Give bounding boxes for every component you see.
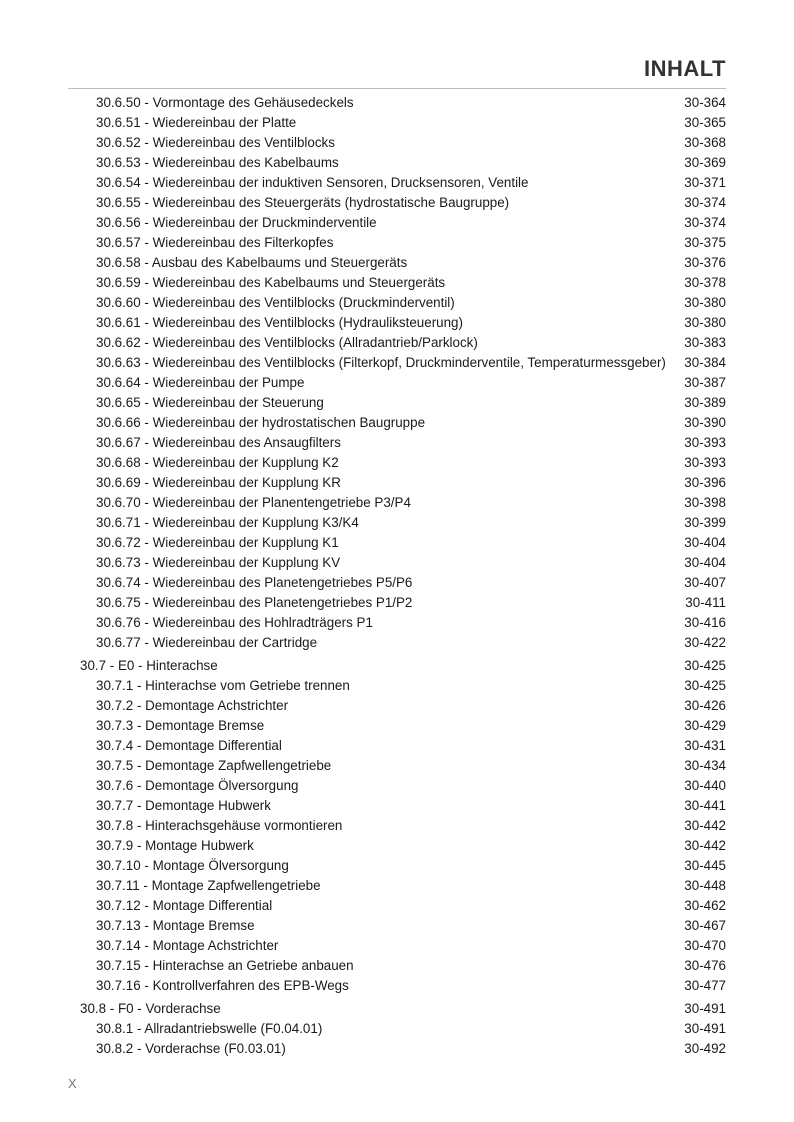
toc-entry-page: 30-390 — [684, 415, 726, 430]
toc-entry-page: 30-467 — [684, 918, 726, 933]
toc-entry[interactable] — [80, 333, 726, 353]
toc-entry[interactable] — [80, 836, 726, 856]
toc-entry-title: 30.6.61 - Wiedereinbau des Ventilblocks (Hydrauliksteuerung) — [96, 315, 463, 330]
toc-entry[interactable] — [80, 676, 726, 696]
toc-entry-page: 30-422 — [684, 635, 726, 650]
toc-entry-title: 30.6.68 - Wiedereinbau der Kupplung K2 — [96, 455, 339, 470]
toc-entry-page: 30-404 — [684, 555, 726, 570]
toc-entry-page: 30-425 — [684, 678, 726, 693]
header-divider — [68, 88, 726, 89]
toc-entry-page: 30-378 — [684, 275, 726, 290]
toc-entry-page: 30-429 — [684, 718, 726, 733]
toc-entry[interactable] — [80, 613, 726, 633]
toc-entry-title: 30.6.74 - Wiedereinbau des Planetengetriebes P5/P6 — [96, 575, 413, 590]
toc-entry-title: 30.6.58 - Ausbau des Kabelbaums und Steuergeräts — [96, 255, 408, 270]
toc-entry[interactable] — [80, 193, 726, 213]
toc-entry-title: 30.7.14 - Montage Achstrichter — [96, 938, 279, 953]
toc-entry-page: 30-398 — [684, 495, 726, 510]
toc-entry-title: 30.6.51 - Wiedereinbau der Platte — [96, 115, 297, 130]
toc-entry[interactable] — [80, 473, 726, 493]
toc-entry[interactable] — [80, 816, 726, 836]
toc-entry-page: 30-369 — [684, 155, 726, 170]
toc-entry[interactable] — [80, 796, 726, 816]
toc-entry-title: 30.7.2 - Demontage Achstrichter — [96, 698, 289, 713]
toc-entry-title: 30.6.52 - Wiedereinbau des Ventilblocks — [96, 135, 335, 150]
toc-entry-title: 30.6.72 - Wiedereinbau der Kupplung K1 — [96, 535, 339, 550]
page-number: X — [68, 1076, 77, 1091]
toc-entry-title: 30.6.60 - Wiedereinbau des Ventilblocks (Druckminderventil) — [96, 295, 455, 310]
toc-entry-page: 30-470 — [684, 938, 726, 953]
toc-entry[interactable] — [80, 133, 726, 153]
toc-entry[interactable] — [80, 373, 726, 393]
toc-entry-title: 30.8.2 - Vorderachse (F0.03.01) — [96, 1041, 286, 1056]
toc-entry[interactable] — [80, 453, 726, 473]
toc-entry-page: 30-371 — [684, 175, 726, 190]
toc-entry-title: 30.6.70 - Wiedereinbau der Planentengetriebe P3/P4 — [96, 495, 411, 510]
toc-entry-page: 30-393 — [684, 435, 726, 450]
toc-entry-title: 30.7.3 - Demontage Bremse — [96, 718, 265, 733]
toc-entry-page: 30-491 — [684, 1001, 726, 1016]
toc-entry-title: 30.6.62 - Wiedereinbau des Ventilblocks (Allradantrieb/Parklock) — [96, 335, 478, 350]
toc-entry-title: 30.6.66 - Wiedereinbau der hydrostatischen Baugruppe — [96, 415, 426, 430]
toc-entry-title: 30.8.1 - Allradantriebswelle (F0.04.01) — [96, 1021, 323, 1036]
toc-entry-title: 30.7.10 - Montage Ölversorgung — [96, 858, 289, 873]
toc-entry-page: 30-445 — [684, 858, 726, 873]
toc-entry-title: 30.6.71 - Wiedereinbau der Kupplung K3/K4 — [96, 515, 359, 530]
toc-entry-page: 30-477 — [684, 978, 726, 993]
toc-entry-page: 30-374 — [684, 195, 726, 210]
toc-entry[interactable] — [80, 433, 726, 453]
toc-entry-title: 30.7.8 - Hinterachsgehäuse vormontieren — [96, 818, 343, 833]
toc-entry-title: 30.6.57 - Wiedereinbau des Filterkopfes — [96, 235, 334, 250]
toc-entry-page: 30-440 — [684, 778, 726, 793]
toc-entry-page: 30-462 — [684, 898, 726, 913]
toc-entry-title: 30.7.1 - Hinterachse vom Getriebe trennen — [96, 678, 350, 693]
toc-entry-page: 30-404 — [684, 535, 726, 550]
toc-entry[interactable] — [80, 313, 726, 333]
toc-entry-title: 30.7.7 - Demontage Hubwerk — [96, 798, 271, 813]
toc-entry-title: 30.7.13 - Montage Bremse — [96, 918, 255, 933]
toc-entry-title: 30.7.5 - Demontage Zapfwellengetriebe — [96, 758, 332, 773]
toc-entry-page: 30-383 — [684, 335, 726, 350]
toc-entry-page: 30-411 — [685, 595, 726, 610]
toc-entry-page: 30-374 — [684, 215, 726, 230]
toc-entry[interactable] — [80, 533, 726, 553]
toc-entry-title: 30.8 - F0 - Vorderachse — [80, 1001, 221, 1016]
toc-entry-page: 30-434 — [684, 758, 726, 773]
toc-entry[interactable] — [80, 293, 726, 313]
toc-entry[interactable] — [80, 93, 726, 113]
toc-entry-page: 30-416 — [684, 615, 726, 630]
toc-entry[interactable] — [80, 776, 726, 796]
toc-entry[interactable] — [80, 956, 726, 976]
toc-entry-page: 30-376 — [684, 255, 726, 270]
toc-entry-title: 30.6.75 - Wiedereinbau des Planetengetriebes P1/P2 — [96, 595, 413, 610]
toc-entry-title: 30.6.56 - Wiedereinbau der Druckminderventile — [96, 215, 377, 230]
toc-entry-title: 30.6.67 - Wiedereinbau des Ansaugfilters — [96, 435, 341, 450]
toc-entry-title: 30.6.63 - Wiedereinbau des Ventilblocks (Filterkopf, Druckminderventile, Temperaturmessgeber) — [96, 355, 666, 370]
toc-entry[interactable] — [80, 876, 726, 896]
toc-entry-page: 30-380 — [684, 295, 726, 310]
toc-entry-title: 30.6.65 - Wiedereinbau der Steuerung — [96, 395, 324, 410]
toc-entry-page: 30-375 — [684, 235, 726, 250]
toc-entry-title: 30.7.6 - Demontage Ölversorgung — [96, 778, 299, 793]
toc-entry-title: 30.7.4 - Demontage Differential — [96, 738, 282, 753]
toc-entry-page: 30-380 — [684, 315, 726, 330]
toc-entry[interactable] — [80, 756, 726, 776]
toc-entry[interactable] — [80, 153, 726, 173]
toc-entry[interactable] — [80, 896, 726, 916]
toc-entry[interactable] — [80, 553, 726, 573]
toc-entry-title: 30.6.50 - Vormontage des Gehäusedeckels — [96, 95, 354, 110]
toc-entry[interactable] — [80, 213, 726, 233]
table-of-contents — [80, 93, 726, 1059]
toc-entry-page: 30-364 — [684, 95, 726, 110]
toc-entry-title: 30.7.11 - Montage Zapfwellengetriebe — [96, 878, 321, 893]
toc-entry[interactable] — [80, 173, 726, 193]
toc-entry-title: 30.6.77 - Wiedereinbau der Cartridge — [96, 635, 318, 650]
toc-entry[interactable] — [80, 976, 726, 996]
toc-entry-page: 30-442 — [684, 838, 726, 853]
toc-entry-title: 30.7 - E0 - Hinterachse — [80, 658, 218, 673]
toc-entry-page: 30-448 — [684, 878, 726, 893]
toc-entry-page: 30-368 — [684, 135, 726, 150]
toc-entry-title: 30.7.16 - Kontrollverfahren des EPB-Wegs — [96, 978, 349, 993]
toc-entry-page: 30-407 — [684, 575, 726, 590]
toc-section-entry[interactable] — [80, 999, 726, 1019]
toc-entry-page: 30-491 — [684, 1021, 726, 1036]
toc-entry[interactable] — [80, 513, 726, 533]
toc-entry[interactable] — [80, 353, 726, 373]
toc-entry-title: 30.6.55 - Wiedereinbau des Steuergeräts (hydrostatische Baugruppe) — [96, 195, 510, 210]
toc-entry-title: 30.6.69 - Wiedereinbau der Kupplung KR — [96, 475, 341, 490]
toc-entry-title: 30.6.54 - Wiedereinbau der induktiven Sensoren, Drucksensoren, Ventile — [96, 175, 529, 190]
toc-entry-title: 30.6.64 - Wiedereinbau der Pumpe — [96, 375, 305, 390]
toc-entry-page: 30-492 — [684, 1041, 726, 1056]
toc-entry[interactable] — [80, 1039, 726, 1059]
toc-entry[interactable] — [80, 113, 726, 133]
toc-entry-title: 30.6.76 - Wiedereinbau des Hohlradträgers P1 — [96, 615, 373, 630]
toc-entry[interactable] — [80, 413, 726, 433]
toc-entry-title: 30.7.12 - Montage Differential — [96, 898, 273, 913]
toc-entry-page: 30-393 — [684, 455, 726, 470]
toc-entry-page: 30-387 — [684, 375, 726, 390]
toc-entry-page: 30-442 — [684, 818, 726, 833]
page-title: INHALT — [643, 56, 726, 81]
toc-entry[interactable] — [80, 916, 726, 936]
toc-entry-page: 30-426 — [684, 698, 726, 713]
toc-entry-title: 30.6.53 - Wiedereinbau des Kabelbaums — [96, 155, 339, 170]
toc-entry-page: 30-476 — [684, 958, 726, 973]
toc-entry-page: 30-396 — [684, 475, 726, 490]
toc-entry[interactable] — [80, 736, 726, 756]
toc-entry[interactable] — [80, 273, 726, 293]
toc-entry[interactable] — [80, 936, 726, 956]
toc-entry-page: 30-425 — [684, 658, 726, 673]
toc-entry[interactable] — [80, 1019, 726, 1039]
toc-entry[interactable] — [80, 573, 726, 593]
toc-entry[interactable] — [80, 253, 726, 273]
toc-entry[interactable] — [80, 233, 726, 253]
toc-entry[interactable] — [80, 593, 726, 613]
toc-entry[interactable] — [80, 856, 726, 876]
toc-entry-page: 30-365 — [684, 115, 726, 130]
toc-entry[interactable] — [80, 633, 726, 653]
toc-entry-title: 30.6.73 - Wiedereinbau der Kupplung KV — [96, 555, 341, 570]
toc-entry[interactable] — [80, 393, 726, 413]
toc-entry-page: 30-389 — [684, 395, 726, 410]
toc-entry[interactable] — [80, 696, 726, 716]
toc-entry[interactable] — [80, 716, 726, 736]
toc-entry-page: 30-399 — [684, 515, 726, 530]
toc-entry-title: 30.6.59 - Wiedereinbau des Kabelbaums und Steuergeräts — [96, 275, 446, 290]
toc-entry-page: 30-384 — [684, 355, 726, 370]
toc-entry-title: 30.7.15 - Hinterachse an Getriebe anbauen — [96, 958, 354, 973]
toc-section-entry[interactable] — [80, 656, 726, 676]
toc-entry-title: 30.7.9 - Montage Hubwerk — [96, 838, 254, 853]
toc-entry-page: 30-441 — [684, 798, 726, 813]
toc-entry[interactable] — [80, 493, 726, 513]
toc-entry-page: 30-431 — [684, 738, 726, 753]
